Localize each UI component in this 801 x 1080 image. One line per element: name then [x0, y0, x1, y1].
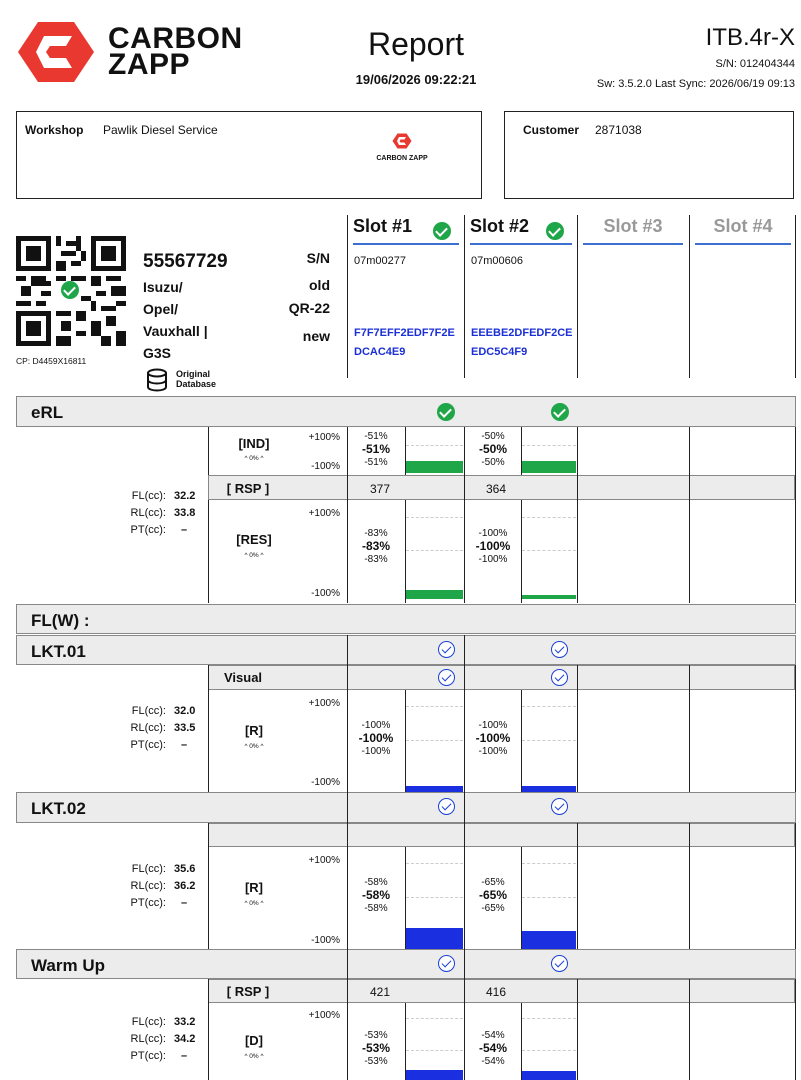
section-warmup-title: Warm Up — [31, 956, 105, 975]
lkt01-rl-value: 33.5 — [174, 722, 196, 734]
lkt02-fl-value: 35.6 — [174, 863, 196, 875]
workshop-value: Pawlik Diesel Service — [103, 123, 218, 137]
lkt02-s2-b: -65% — [478, 888, 507, 902]
erl-ind-s2-bar — [522, 461, 576, 473]
slot-1-code-2: DCAC4E9 — [354, 346, 406, 358]
customer-label: Customer — [523, 123, 580, 137]
brand-logo — [16, 20, 96, 84]
lkt02-slot-2-ok-icon — [551, 798, 568, 815]
slot-2-ok-icon — [546, 222, 564, 240]
erl-ind-s1-c: -51% — [364, 457, 388, 468]
lkt01-s1-b: -100% — [358, 731, 394, 745]
warmup-pt-value: – — [181, 1050, 188, 1062]
part-make-2: Opel/ — [143, 301, 179, 317]
customer-value: 2871038 — [595, 123, 642, 137]
erl-ind-tol: ^ 0% ^ — [244, 455, 264, 462]
warmup-slot-1-ok-icon — [438, 955, 455, 972]
erl-res-plus: +100% — [308, 508, 340, 519]
brand-line1: CARBON — [108, 22, 243, 55]
warmup-rl-value: 34.2 — [174, 1033, 196, 1045]
erl-res-s2-c: -100% — [478, 554, 508, 565]
slot-4-name: Slot #4 — [713, 216, 773, 236]
section-erl-title: eRL — [31, 403, 64, 422]
warmup-s2-bar — [522, 1071, 576, 1080]
lkt01-visual-label: Visual — [223, 670, 263, 685]
lkt01-slot-2-ok-icon — [551, 641, 568, 658]
warmup-slot-2-ok-icon — [551, 955, 568, 972]
warmup-plus: +100% — [308, 1010, 340, 1021]
lkt01-s1-a: -100% — [361, 720, 391, 731]
brand-line2: ZAPP — [108, 48, 191, 81]
new-label: new — [302, 328, 330, 344]
page-title: Report — [367, 26, 465, 62]
warmup-d-tol: ^ 0% ^ — [244, 1053, 264, 1060]
lkt02-s2-a: -65% — [481, 877, 505, 888]
lkt01-pt-value: – — [181, 739, 188, 751]
slot-1-ok-icon — [433, 222, 451, 240]
section-flw — [16, 604, 796, 634]
section-lkt01 — [16, 635, 796, 665]
erl-ind-s2-c: -50% — [481, 457, 505, 468]
erl-res-s1-a: -83% — [364, 528, 388, 539]
lkt02-s2-c: -65% — [481, 903, 505, 914]
section-warmup — [16, 949, 796, 979]
erl-fl-label: FL(cc): — [131, 490, 166, 502]
section-lkt02 — [16, 792, 796, 823]
lkt02-rl-value: 36.2 — [174, 880, 196, 892]
part-number: 55567729 — [143, 251, 228, 272]
database-line2: Database — [176, 379, 217, 389]
lkt01-r-label: [R] — [244, 723, 264, 738]
lkt02-s2-vals — [466, 876, 520, 915]
erl-ind-s2-a: -50% — [481, 431, 505, 442]
lkt02-rl-label: RL(cc): — [130, 880, 166, 892]
warmup-s1-bar — [406, 1070, 463, 1080]
lkt02-plus: +100% — [308, 855, 340, 866]
slot-3-name: Slot #3 — [603, 216, 663, 236]
erl-rl-value: 33.8 — [174, 507, 196, 519]
lkt02-s1-b: -58% — [361, 888, 390, 902]
erl-ind-minus: -100% — [311, 461, 340, 472]
section-lkt02-title: LKT.02 — [31, 799, 86, 818]
slot-1-code-1: F7F7EFF2EDF7F2E — [354, 327, 455, 339]
lkt01-visual-row — [208, 665, 795, 690]
erl-res-s2-a: -100% — [478, 528, 508, 539]
erl-rsp-s1: 377 — [370, 482, 391, 496]
warmup-s2-b: -54% — [478, 1041, 507, 1055]
lkt01-minus: -100% — [311, 777, 340, 788]
erl-res-tol: ^ 0% ^ — [244, 552, 264, 559]
lkt01-s2-a: -100% — [478, 720, 508, 731]
slot-2-header — [470, 216, 572, 237]
lkt02-s1-vals — [350, 876, 402, 915]
software-info: Sw: 3.5.2.0 Last Sync: 2026/06/19 09:13 — [596, 78, 795, 90]
lkt01-plus: +100% — [308, 698, 340, 709]
erl-ind-s1-bar — [406, 461, 463, 473]
warmup-rsp-s2: 416 — [486, 985, 507, 999]
lkt02-s2-bar — [522, 931, 576, 949]
erl-ind-s1-vals — [350, 430, 402, 469]
slot-2-code-2: EDC5C4F9 — [471, 346, 528, 358]
warmup-s2-c: -54% — [481, 1056, 505, 1067]
cp-number: CP: D4459X16811 — [16, 356, 87, 366]
database-line1: Original — [176, 369, 211, 379]
old-label: old — [309, 277, 330, 293]
lkt02-s1-c: -58% — [364, 903, 388, 914]
lkt01-rl-label: RL(cc): — [130, 722, 166, 734]
erl-ind-label: [IND] — [238, 436, 270, 451]
erl-res-s1-b: -83% — [361, 539, 390, 553]
slot-1-name: Slot #1 — [353, 216, 413, 236]
warmup-s1-vals — [350, 1029, 402, 1068]
erl-rsp-label: [ RSP ] — [226, 481, 270, 496]
qr-code — [16, 236, 126, 346]
erl-res-s2-b: -100% — [475, 539, 511, 553]
brand-name — [108, 22, 243, 81]
device-model: ITB.4r-X — [705, 24, 795, 51]
lkt01-s2-b: -100% — [475, 731, 511, 745]
erl-rl-label: RL(cc): — [130, 507, 166, 519]
lkt01-s2-c: -100% — [478, 746, 508, 757]
lkt01-fl-value: 32.0 — [174, 705, 196, 717]
erl-ind-plus: +100% — [308, 432, 340, 443]
part-make-4: G3S — [143, 345, 172, 361]
part-make-3: Vauxhall | — [143, 323, 208, 339]
lkt01-s2-vals — [466, 719, 520, 758]
lkt01-r-tol: ^ 0% ^ — [244, 743, 264, 750]
erl-res-s1-bar — [406, 590, 463, 599]
sn-label: S/N — [306, 250, 330, 266]
mini-logo-text: CARBON ZAPP — [376, 155, 428, 162]
lkt02-slot-1-ok-icon — [438, 798, 455, 815]
qr-valid-icon — [61, 281, 79, 299]
part-make — [143, 276, 208, 364]
warmup-s2-vals — [466, 1029, 520, 1068]
database-label — [176, 369, 216, 389]
lkt01-s1-c: -100% — [361, 746, 391, 757]
lkt01-pt-label: PT(cc): — [130, 739, 166, 751]
workshop-box — [16, 111, 482, 199]
lkt01-visual-s1-icon — [438, 669, 455, 686]
lkt02-minus: -100% — [311, 935, 340, 946]
qr-label: QR-22 — [288, 300, 330, 316]
warmup-s1-c: -53% — [364, 1056, 388, 1067]
workshop-label: Workshop — [25, 123, 84, 137]
lkt01-slot-1-ok-icon — [438, 641, 455, 658]
erl-ind-s2-vals — [466, 430, 520, 469]
erl-res-s2-bar — [522, 595, 576, 599]
erl-fl-value: 32.2 — [174, 490, 196, 502]
warmup-s1-b: -53% — [361, 1041, 390, 1055]
erl-pt-value: – — [181, 524, 188, 536]
section-flw-title: FL(W) : — [31, 611, 90, 630]
slot-2-sn: 07m00606 — [471, 255, 523, 267]
warmup-pt-label: PT(cc): — [130, 1050, 166, 1062]
erl-res-s1-c: -83% — [364, 554, 388, 565]
erl-res-label: [RES] — [236, 532, 272, 547]
erl-rsp-s2: 364 — [486, 482, 507, 496]
slot-3-header — [583, 216, 683, 237]
section-lkt01-title: LKT.01 — [31, 642, 86, 661]
warmup-fl-value: 33.2 — [174, 1016, 196, 1028]
database-icon — [146, 368, 168, 397]
report-datetime: 19/06/2026 09:22:21 — [355, 72, 477, 87]
warmup-s1-a: -53% — [364, 1030, 388, 1041]
slot-2-name: Slot #2 — [470, 216, 530, 236]
lkt01-visual-s2-icon — [551, 669, 568, 686]
lkt01-fl-label: FL(cc): — [131, 705, 166, 717]
erl-slot-1-ok-icon — [437, 403, 455, 421]
warmup-rl-label: RL(cc): — [130, 1033, 166, 1045]
erl-pt-label: PT(cc): — [130, 524, 166, 536]
warmup-d-label: [D] — [244, 1033, 264, 1048]
erl-slot-2-ok-icon — [551, 403, 569, 421]
erl-ind-s2-b: -50% — [478, 442, 507, 456]
warmup-s2-a: -54% — [481, 1030, 505, 1041]
erl-res-s2-vals — [466, 527, 520, 566]
warmup-rsp-label: [ RSP ] — [226, 984, 270, 999]
slot-1-header — [353, 216, 459, 237]
lkt02-fl-label: FL(cc): — [131, 863, 166, 875]
lkt02-r-label: [R] — [244, 880, 264, 895]
slot-1-sn: 07m00277 — [354, 255, 406, 267]
slot-2-code-1: EEEBE2DFEDF2CE — [471, 327, 573, 339]
slot-4-header — [695, 216, 791, 237]
erl-ind-s1-b: -51% — [361, 442, 390, 456]
erl-res-s1-vals — [350, 527, 402, 566]
warmup-fl-label: FL(cc): — [131, 1016, 166, 1028]
lkt02-pt-value: – — [181, 897, 188, 909]
lkt02-s1-a: -58% — [364, 877, 388, 888]
erl-ind-s1-a: -51% — [364, 431, 388, 442]
lkt02-r-tol: ^ 0% ^ — [244, 900, 264, 907]
mini-logo — [367, 132, 437, 162]
lkt02-blank-row — [208, 823, 795, 847]
section-erl — [16, 396, 796, 427]
device-serial: S/N: 012404344 — [715, 58, 795, 70]
part-make-1: Isuzu/ — [143, 279, 183, 295]
customer-box — [504, 111, 794, 199]
lkt01-s1-vals — [350, 719, 402, 758]
lkt02-pt-label: PT(cc): — [130, 897, 166, 909]
lkt02-s1-bar — [406, 928, 463, 949]
erl-res-minus: -100% — [311, 588, 340, 599]
warmup-rsp-s1: 421 — [370, 985, 391, 999]
